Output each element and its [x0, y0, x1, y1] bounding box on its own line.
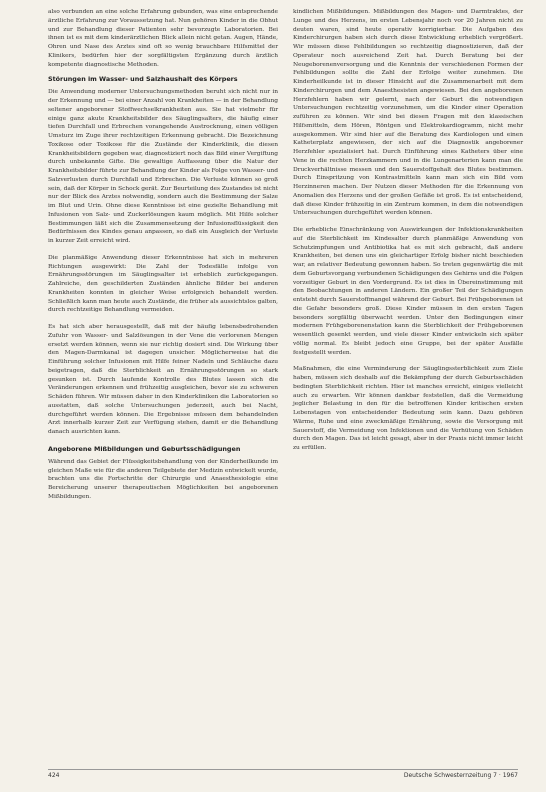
section-heading: Angeborene Mißbildungen und Geburtsschädigungen — [48, 444, 241, 453]
page-footer — [48, 772, 518, 782]
section-heading: Störungen im Wasser- und Salzhaushalt des Körpers — [48, 75, 238, 84]
body-paragraph: Es hat sich aber herausgestellt, daß mit der häufig lebensbedrohenden Zufuhr von Wasser- und Salzlösungen in der Vene die verlorenen Mengen ersetzt werden können, wenn sie nur richtig dosiert sind. Die Wirkung über den Magen-Darmkanal ist dagegen unsicher. Möglicherweise hat die Einführung solcher Infusionen mit Hilfe feiner Nadeln und Schläuche dazu beigetragen, daß die Sterblichkeit an Ernährungsstörungen so stark gesunken ist. Durch laufende Kontrolle des Blutes lassen sich die Veränderungen erkennen und frühzeitig ausgleichen, bevor sie zu schweren Schäden führen. Wir müssen daher in den Kinderkliniken die Laboratorien so ausstatten, daß solche Untersuchungen jederzeit, auch bei Nacht, durchgeführt werden können. Die Ergebnisse müssen dem behandelnden Arzt innerhalb kurzer Zeit zur Verfügung stehen, damit er die Behandlung danach ausrichten kann. — [48, 324, 278, 435]
journal-name: Deutsche Schwesternzeitung 7 · 1967 — [403, 772, 518, 779]
body-paragraph: Die Anwendung moderner Untersuchungsmethoden beruht sich nicht nur in der Erkennung und — bei einer Anzahl von Krankheiten — in der Behandlung seltener angeborener Stoffwechselkrankheiten aus. Sie hat vielmehr für einige ganz akute Krankheitsbilder des Säuglingsalters, die häufig einer tiefen Durchfall und Erbrechen vorangehende Austrocknung, einen völligen Umsturz im Zuge ihrer rechtzeitigen Erkennung gebracht. Die Bezeichnung Toxikose oder Toxikose für die Zustände der Kinderklinik, die diesen Krankheitsbildern gegeben war, diagnostiziert noch das Bild einer Vergiftung durch unbekannte Gifte. Die gewaltige Auffassung über die Natur der Krankheitsbilder führte zur Behandlung der Kinder als Folge von Wasser- und Salzverlusten durch Durchfall und Erbrechen. Die Verluste können so groß sein, daß der Körper in Schock gerät. Zur Beurteilung des Zustandes ist nicht nur der Blick des Arztes notwendig, sondern auch die Bestimmung der Salze im Blut und Urin. Ohne diese Kenntnisse ist eine gezielte Behandlung mit Infusionen von Salz- und Zuckerlösungen kaum möglich. Mit Hilfe solcher Bestimmungen läßt sich die Zusammensetzung der Infusionsflüssigkeit den Bedürfnissen des Kindes genau anpassen, so daß ein Ausgleich der Verluste in kurzer Zeit erreicht wird. — [48, 89, 278, 244]
left-column — [48, 8, 278, 510]
footer-rule — [48, 769, 518, 770]
right-column — [293, 8, 523, 461]
body-paragraph: Die erhebliche Einschränkung von Auswirkungen der Infektionskrankheiten auf die Sterblichkeit im Kindesalter durch planmäßige Anwendung von Schutzimpfungen und Antibiotika hat es mit sich gebracht, daß andere Krankheiten, bei denen uns ein gleichartiger Erfolg bisher nicht beschieden war, an relativer Bedeutung gewonnen haben. So treten gegenwärtig die mit dem Geburtsvorgang verbundenen Schädigungen des Gehirns und die Folgen vorzeitiger Geburt in den Vordergrund. Es ist dies in Übereinstimmung mit den Beobachtungen in anderen Ländern. Ein großer Teil der Schädigungen entsteht durch Sauerstoffmangel während der Geburt. Bei Frühgeborenen ist die Gefahr besonders groß. Diese Kinder müssen in den ersten Tagen besonders sorgfältig überwacht werden. Unter den Bedingungen einer modernen Frühgeborenenstation kann die Sterblichkeit der Frühgeborenen wesentlich gesenkt werden, und viele dieser Kinder entwickeln sich später völlig normal. Es bleibt jedoch eine Gruppe, bei der später Ausfälle festgestellt werden. — [293, 227, 523, 356]
body-paragraph: Maßnahmen, die eine Verminderung der Säuglingssterblichkeit zum Ziele haben, müssen sich deshalb auf die Bekämpfung der durch Geburtsschäden bedingten Sterblichkeit richten. Hier ist manches erreicht, einiges vielleicht auch zu erwarten. Wir können dankbar feststellen, daß die Vermeidung jeglicher Belastung in den für die betroffenen Kinder kritischen ersten Lebenstagen von entscheidender Bedeutung sein kann. Dazu gehören Wärme, Ruhe und eine zweckmäßige Ernährung, sowie die Versorgung mit Sauerstoff, die Vermeidung von Infektionen und die Verhütung von Schäden durch den Magen. Das ist leicht gesagt, aber in der Praxis nicht immer leicht zu erfüllen. — [293, 366, 523, 451]
body-paragraph: kindlichen Mißbildungen. Mißbildungen des Magen- und Darmtraktes, der Lunge und des Herzens, im ersten Lebensjahr noch vor 20 Jahren nicht zu deuten waren, sind heute operativ korrigierbar. Die Aufgaben des Kinderchirurgen haben sich durch diese Entwicklung erheblich vergrößert. Wir müssen diese Fehlbildungen so rechtzeitig diagnostizieren, daß der Operateur noch ausreichend Zeit hat. Durch Beratung bei der Neugeborenenversorgung und die Kenntnis der verschiedenen Formen der Fehlbildungen sollte die Zahl der Erfolge weiter zunehmen. Die Kinderheilkunde ist in dieser Hinsicht auf die Zusammenarbeit mit dem Kinderchirurgen und dem Anaesthesisten angewiesen. Bei den angeborenen Herzfehlern haben wir gelernt, nach der Geburt die notwendigen Untersuchungen rechtzeitig vorzunehmen, um die Kinder einer Operation zuführen zu können. Wir sind bei diesen Fragen mit den klassischen Hilfsmitteln, dem Hören, Röntgen und Elektrokardiogramm, nicht mehr ausgekommen. Wir sind hier auf die Beratung des Kardiologen und einen Katheterplatz angewiesen, der sich auf die Diagnostik angeborener Herzfehler spezialisiert hat. Durch Einführung eines Katheters über eine Vene in die rechten Herzkammern und in die Lungenarterien kann man die Druckverhältnisse messen und den Sauerstoffgehalt des Blutes bestimmen. Durch Einspritzung von Kontrastmitteln kann man sich ein Bild vom Herzinneren machen. Der Nutzen dieser Methoden für die Erkennung von Anomalien des Herzens und der großen Gefäße ist groß. Es ist entscheidend, daß diese Kinder frühzeitig in ein Zentrum kommen, in dem die notwendigen Untersuchungen durchgeführt werden können. — [293, 9, 523, 217]
page-number: 424 — [48, 772, 60, 779]
body-paragraph: also verbunden an eine solche Erfahrung gebunden, was eine entsprechende ärztliche Erfahrung zur Voraussetzung hat. Nun gehören Kinder in die Obhut und zur Behandlung dieser Patienten sehr bevorzugte Laboratorien. Bei ihnen ist es mit dem kinderärztlichen Blick allein nicht getan. Augen, Hände, Ohren und Nase des Arztes sind oft so wenig brauchbare Hilfsmittel der Klinikers, bedürfen hier der sorgfältigsten Ergänzung durch ärztlich kompetente diagnostische Methoden. — [48, 9, 278, 68]
body-paragraph: Während das Gebiet der Flüssigkeitsbehandlung von der Kinderheilkunde im gleichen Maße wie für die anderen Teilgebiete der Medizin entwickelt wurde, brachten uns die Fortschritte der Chirurgie und Anaesthesiologie eine Bereicherung unserer therapeutischen Möglichkeiten bei angeborenen Mißbildungen. — [48, 458, 278, 500]
body-paragraph: Die planmäßige Anwendung dieser Erkenntnisse hat sich in mehreren Richtungen ausgewirkt: Die Zahl der Todesfälle infolge von Ernährungsstörungen im Säuglingsalter ist erheblich zurückgegangen. Zahlreiche, den geschilderten Zuständen ähnliche Bilder bei anderen Krankheiten konnten in gleicher Weise erfolgreich behandelt werden. Schließlich kann man heute auch Zustände, die früher als aussichtslos galten, durch rechtzeitige Behandlung vermeiden. — [48, 254, 278, 314]
article-page — [48, 8, 523, 768]
